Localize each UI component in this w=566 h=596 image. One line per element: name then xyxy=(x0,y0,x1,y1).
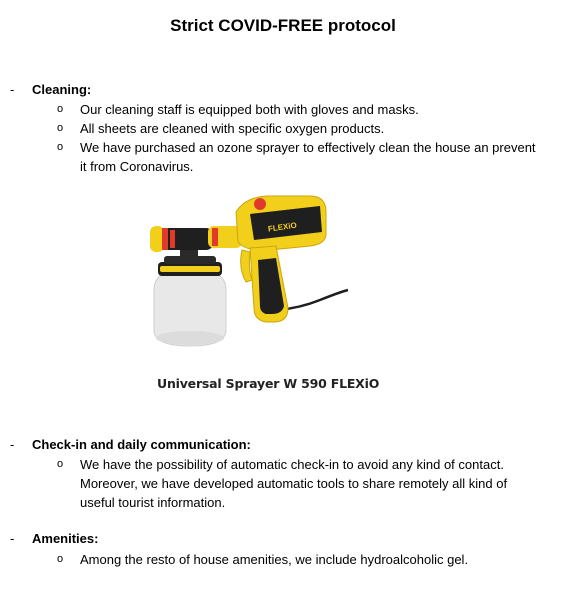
page-title: Strict COVID-FREE protocol xyxy=(170,16,396,35)
bullet: o xyxy=(57,553,64,565)
section-cleaning-list xyxy=(0,100,566,176)
list-item-text: Among the resto of house amenities, we include hydroalcoholic gel. xyxy=(80,552,469,567)
list-item-text: All sheets are cleaned with specific oxygen products. xyxy=(80,121,385,136)
bullet: o xyxy=(57,458,64,470)
section-checkin-heading xyxy=(10,437,251,452)
brand-text: FLEXiO xyxy=(267,220,298,234)
section-dash: - xyxy=(10,82,15,97)
list-item-text: Our cleaning staff is equipped both with gloves and masks. xyxy=(80,102,419,117)
section-dash: - xyxy=(10,437,15,452)
section-cleaning-heading xyxy=(10,82,91,97)
list-item xyxy=(0,138,566,176)
section-label: Cleaning: xyxy=(32,82,92,97)
list-item xyxy=(0,119,566,138)
section-amenities-heading xyxy=(10,531,98,546)
list-item-text: We have purchased an ozone sprayer to effectively clean the house an prevent it from Coronavirus. xyxy=(80,140,536,174)
image-caption: Universal Sprayer W 590 FLEXiO xyxy=(157,376,380,391)
list-item-text: We have the possibility of automatic check-in to avoid any kind of contact. Moreover, we have developed automatic tools to share remotely all kind of useful tourist information. xyxy=(80,457,508,510)
section-amenities-list xyxy=(0,550,566,569)
sprayer-image xyxy=(150,190,360,355)
list-item xyxy=(0,455,566,512)
section-label: Check-in and daily communication: xyxy=(32,437,251,452)
bullet: o xyxy=(57,141,64,153)
bullet: o xyxy=(57,122,64,134)
list-item xyxy=(0,100,566,119)
list-item xyxy=(0,550,566,569)
section-label: Amenities: xyxy=(32,531,99,546)
bullet: o xyxy=(57,103,64,115)
section-checkin-list xyxy=(0,455,566,512)
section-dash: - xyxy=(10,531,15,546)
